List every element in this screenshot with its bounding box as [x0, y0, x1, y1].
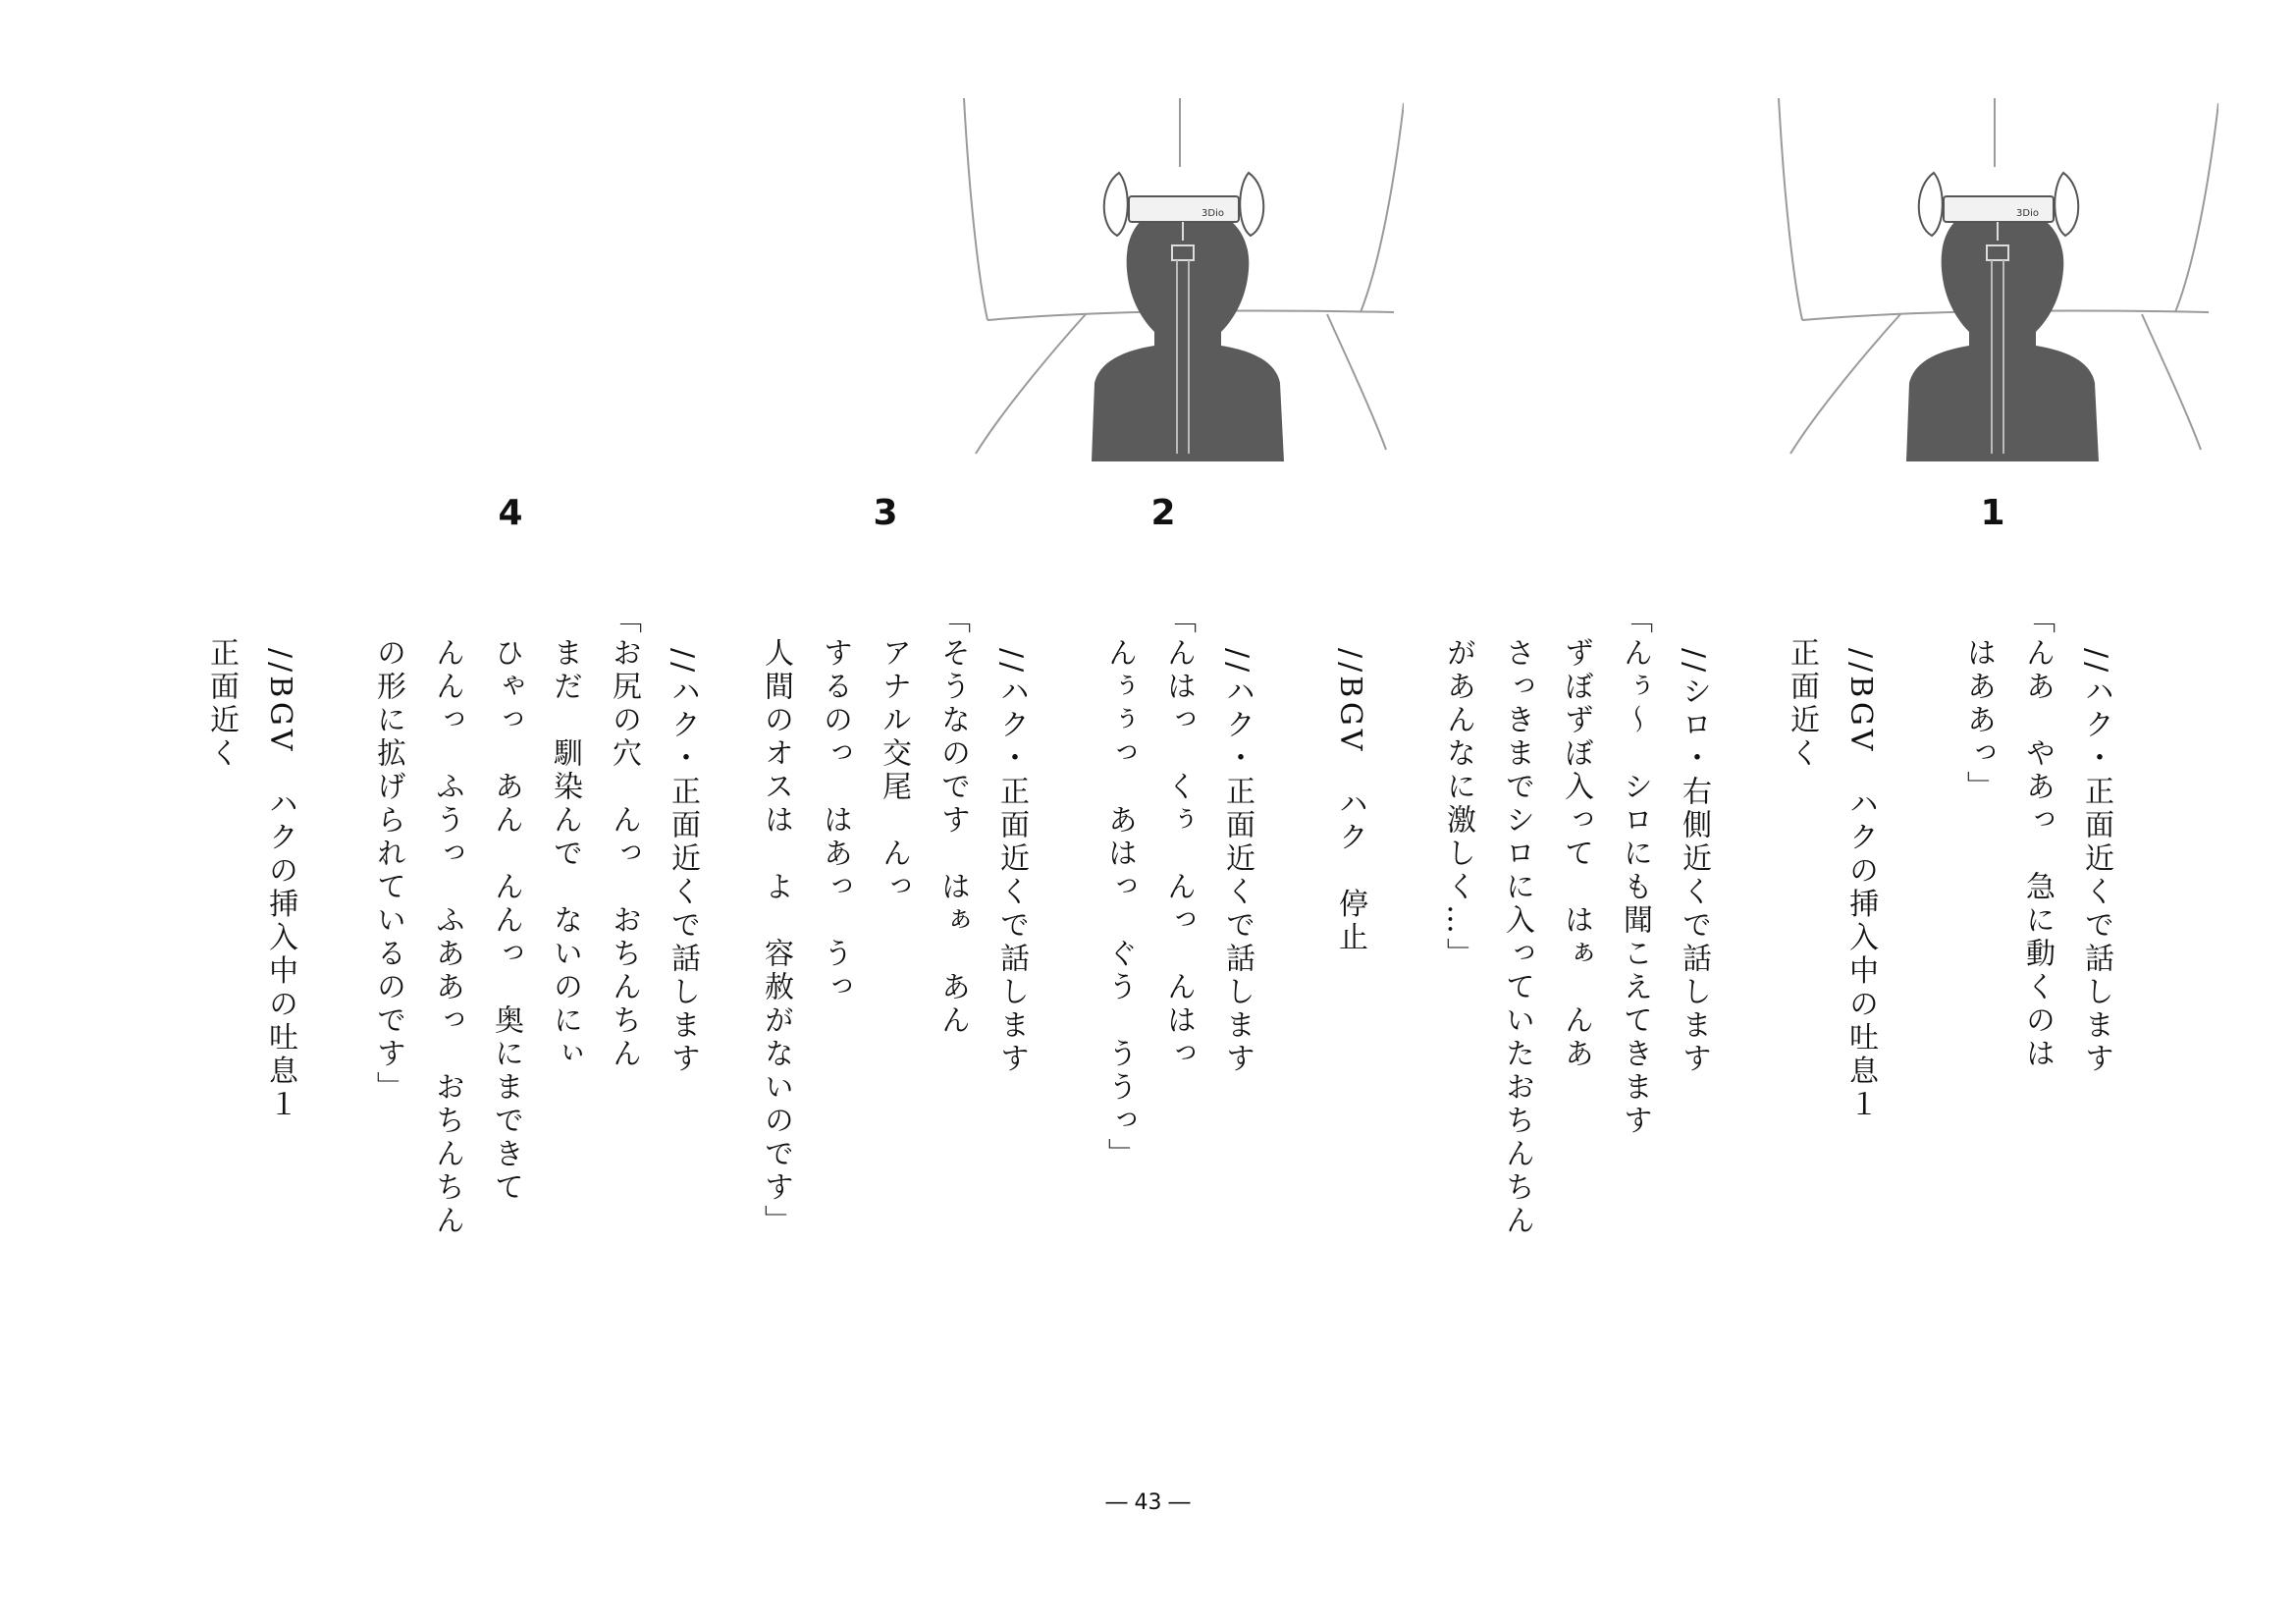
dialogue-line: 「んはっ くぅ んっ んはっ	[1161, 604, 1196, 1071]
dialogue-line: アナル交尾 んっ	[877, 604, 911, 904]
ear-left	[1919, 173, 1943, 236]
dialogue-line: の形に拡げられているのです」	[371, 604, 405, 1105]
dialogue-line: んんっ ふうっ ふああっ おちんちん	[430, 604, 464, 1238]
mic-label: 3Dio	[1201, 208, 1224, 219]
ear-right	[2055, 173, 2078, 236]
room-floor-line	[1327, 314, 1386, 450]
dialogue-line: ずぼずぼ入って はぁ んあ	[1559, 604, 1593, 1071]
direction-line: //ハク・正面近くで話します	[666, 648, 700, 1077]
binaural-mic-drawing	[1777, 88, 2218, 471]
room-wall-line	[1361, 103, 1404, 312]
room-wall-line	[964, 98, 988, 320]
scene-number-3: 3	[873, 493, 898, 533]
direction-line: //ハク・正面近くで話します	[1220, 648, 1255, 1077]
room-floor-line	[976, 314, 1086, 454]
mic-label: 3Dio	[2016, 208, 2039, 219]
direction-line: //ハク・正面近くで話します	[994, 648, 1029, 1077]
dialogue-line: するのっ はあっ うっ	[818, 604, 852, 1004]
room-floor-line	[2142, 314, 2201, 450]
dialogue-line: ひゃっ あん んんっ 奥にまできて	[489, 604, 523, 1205]
scene-number-4: 4	[498, 493, 523, 533]
dialogue-line: 人間のオスは よ 容赦がないのです」	[759, 604, 793, 1238]
direction-line: //BGV ハクの挿入中の吐息１	[263, 648, 297, 1122]
direction-line: 正面近く	[204, 604, 239, 771]
room-floor-line	[1790, 314, 1900, 454]
room-wall-line	[2175, 103, 2218, 312]
direction-line: //ハク・正面近くで話します	[2079, 648, 2113, 1077]
scene-number-2: 2	[1150, 493, 1176, 533]
direction-line: //シロ・右側近くで話します	[1677, 648, 1711, 1077]
scene-number-1: 1	[1980, 493, 2005, 533]
dialogue-line: があんなに激しく…」	[1441, 604, 1475, 971]
script-body	[0, 604, 2296, 1507]
direction-line: //BGV ハクの挿入中の吐息１	[1843, 648, 1878, 1122]
direction-line: 正面近く	[1785, 604, 1819, 771]
room-wall-line	[1779, 98, 1802, 320]
dialogue-line: まだ 馴染んで ないのにぃ	[548, 604, 582, 1071]
direction-line: //BGV ハク 停止	[1333, 648, 1367, 955]
dialogue-line: さっきまでシロに入っていたおちんちん	[1500, 604, 1534, 1238]
dialogue-line: んぅぅっ あはっ ぐう ううっ」	[1102, 604, 1137, 1171]
ear-right	[1240, 173, 1263, 236]
dialogue-line: はああっ」	[1961, 604, 1996, 804]
dialogue-line: 「んぅ〜 シロにも聞こえてきます	[1618, 604, 1652, 1138]
page-number: ― 43 ―	[1105, 1490, 1191, 1515]
ear-left	[1104, 173, 1128, 236]
binaural-mic-illustration-left	[962, 88, 1404, 471]
dialogue-line: 「そうなのです はぁ あん	[935, 604, 970, 1038]
binaural-mic-drawing	[962, 88, 1404, 471]
binaural-mic-illustration-right	[1777, 88, 2218, 471]
dialogue-line: 「んあ やあっ 急に動くのは	[2020, 604, 2055, 1071]
dialogue-line: 「お尻の穴 んっ おちんちん	[607, 604, 641, 1071]
